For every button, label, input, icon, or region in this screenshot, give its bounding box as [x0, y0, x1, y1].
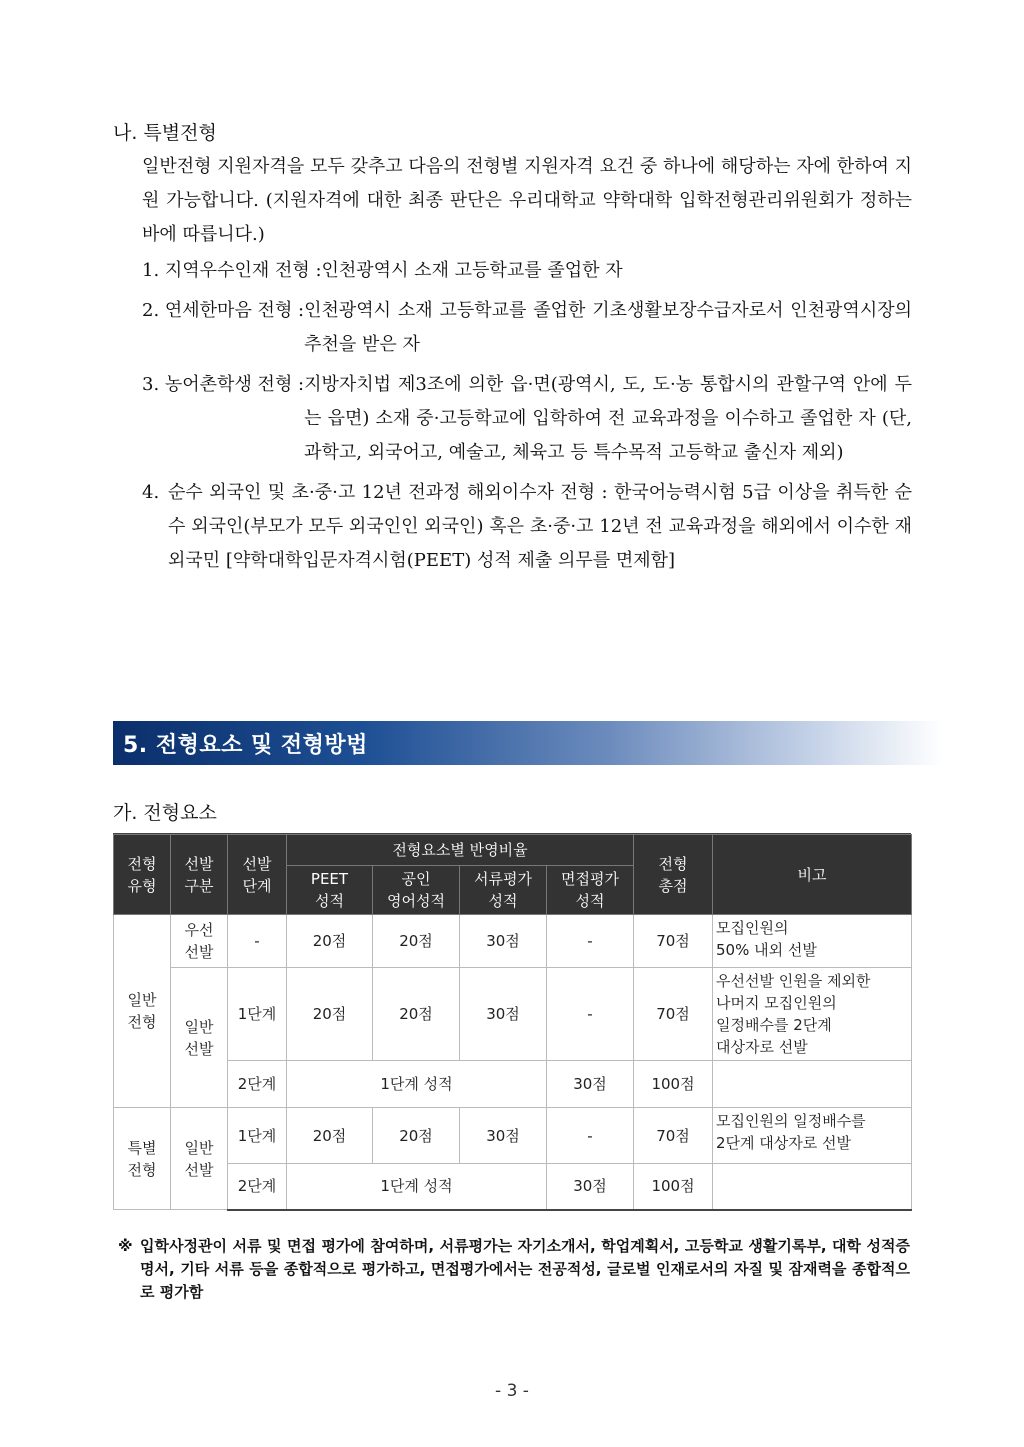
subsection-heading: 가. 전형요소 — [113, 802, 217, 824]
table-cell: 30점 — [460, 968, 547, 1061]
header-cell: 전형요소별 반영비율 — [287, 835, 634, 866]
table-cell: 20점 — [287, 1108, 373, 1164]
table-cell: 특별 전형 — [114, 1108, 171, 1210]
section-title-bar — [113, 721, 943, 765]
selection-elements-table — [113, 834, 912, 1211]
item-text: 인천광역시 소재 고등학교를 졸업한 자 — [321, 260, 623, 281]
table-cell: 20점 — [373, 968, 460, 1061]
table-header-row — [114, 835, 912, 866]
table-cell: 70점 — [634, 1108, 713, 1164]
table-row — [114, 968, 912, 1061]
page-number: - 3 - — [495, 1381, 529, 1401]
table-row — [114, 1061, 912, 1108]
table-cell: 2단계 — [228, 1164, 287, 1210]
table-cell: 모집인원의 50% 내외 선발 — [713, 915, 912, 968]
header-cell: 공인 영어성적 — [373, 866, 460, 915]
header-cell: 서류평가 성적 — [460, 866, 547, 915]
list-item — [142, 294, 912, 362]
table-cell: 모집인원의 일정배수를 2단계 대상자로 선발 — [713, 1108, 912, 1164]
table-cell: 일반 선발 — [171, 968, 228, 1108]
table-cell: 20점 — [287, 968, 373, 1061]
footnote-text: 입학사정관이 서류 및 면접 평가에 참여하며, 서류평가는 자기소개서, 학업계획서, 고등학교 생활기록부, 대학 성적증명서, 기타 서류 등을 종합적으로 평가하고, 면접평가에서는 전공적성, 글로벌 인재로서의 자질 및 잠재력을 종합적으로 평가함 — [140, 1237, 910, 1301]
table-cell: - — [228, 915, 287, 968]
item-label: 1. 지역우수인재 전형 : — [142, 260, 322, 281]
table-row — [114, 1108, 912, 1164]
table-cell: 일반 선발 — [171, 1108, 228, 1210]
item-text: 인천광역시 소재 고등학교를 졸업한 기초생활보장수급자로서 인천광역시장의 추천을 받은 자 — [304, 300, 912, 355]
table-cell: 1단계 — [228, 1108, 287, 1164]
item-text: 지방자치법 제3조에 의한 읍·면(광역시, 도, 도·농 통합시의 관할구역 안에 두는 읍면) 소재 중·고등학교에 입학하여 전 교육과정을 이수하고 졸업한 자 (단, 과학고, 외국어고, 예술고, 체육고 등 특수목적 고등학교 출신자 제외) — [304, 374, 912, 463]
table-cell: 20점 — [287, 915, 373, 968]
table-cell: 일반 전형 — [114, 915, 171, 1108]
list-item — [142, 368, 912, 470]
special-admission-heading: 나. 특별전형 — [113, 122, 217, 144]
table-row — [114, 915, 912, 968]
table-cell: - — [547, 968, 634, 1061]
table-cell: 20점 — [373, 1108, 460, 1164]
item-text: 순수 외국인 및 초·중·고 12년 전과정 해외이수자 전형 : 한국어능력시험 5급 이상을 취득한 순수 외국인(부모가 모두 외국인인 외국인) 혹은 초·중·고 12년 전 교육과정을 해외에서 이수한 재외국민 [약학대학입문자격시험(PEET) 성적 제출 의무를 면제함] — [168, 482, 912, 571]
list-item — [142, 476, 912, 578]
header-cell: 선발 구분 — [171, 835, 228, 915]
table-cell: - — [547, 1108, 634, 1164]
table-cell: 우선선발 인원을 제외한 나머지 모집인원의 일정배수를 2단계 대상자로 선발 — [713, 968, 912, 1061]
table-cell: 우선 선발 — [171, 915, 228, 968]
table-cell: 1단계 성적 — [287, 1164, 547, 1210]
reference-mark: ※ — [118, 1237, 133, 1255]
header-cell: 전형 유형 — [114, 835, 171, 915]
table-cell: 30점 — [460, 1108, 547, 1164]
table-cell — [713, 1164, 912, 1210]
footnote — [118, 1235, 910, 1304]
admission-type-list — [142, 254, 912, 584]
table-cell: 30점 — [547, 1061, 634, 1108]
table-cell: 2단계 — [228, 1061, 287, 1108]
item-label: 3. 농어촌학생 전형 : — [142, 374, 305, 395]
header-cell: 비고 — [713, 835, 912, 915]
table-cell — [713, 1061, 912, 1108]
table-row — [114, 1164, 912, 1210]
table-cell: 30점 — [547, 1164, 634, 1210]
header-cell: 전형 총점 — [634, 835, 713, 915]
table-cell: 1단계 — [228, 968, 287, 1061]
item-number: 4. — [142, 482, 160, 503]
table-cell: 70점 — [634, 915, 713, 968]
table-cell: 100점 — [634, 1164, 713, 1210]
header-cell: PEET 성적 — [287, 866, 373, 915]
table-cell: 20점 — [373, 915, 460, 968]
section-title: 5. 전형요소 및 전형방법 — [123, 733, 368, 758]
list-item — [142, 254, 912, 288]
table-cell: - — [547, 915, 634, 968]
item-label: 2. 연세한마음 전형 : — [142, 300, 305, 321]
table-cell: 30점 — [460, 915, 547, 968]
header-cell: 선발 단계 — [228, 835, 287, 915]
table-cell: 1단계 성적 — [287, 1061, 547, 1108]
header-cell: 면접평가 성적 — [547, 866, 634, 915]
table-cell: 70점 — [634, 968, 713, 1061]
special-admission-intro: 일반전형 지원자격을 모두 갖추고 다음의 전형별 지원자격 요건 중 하나에 해당하는 자에 한하여 지원 가능합니다. (지원자격에 대한 최종 판단은 우리대학교 약학대학 입학전형관리위원회가 정하는 바에 따릅니다.) — [142, 156, 912, 245]
table-cell: 100점 — [634, 1061, 713, 1108]
